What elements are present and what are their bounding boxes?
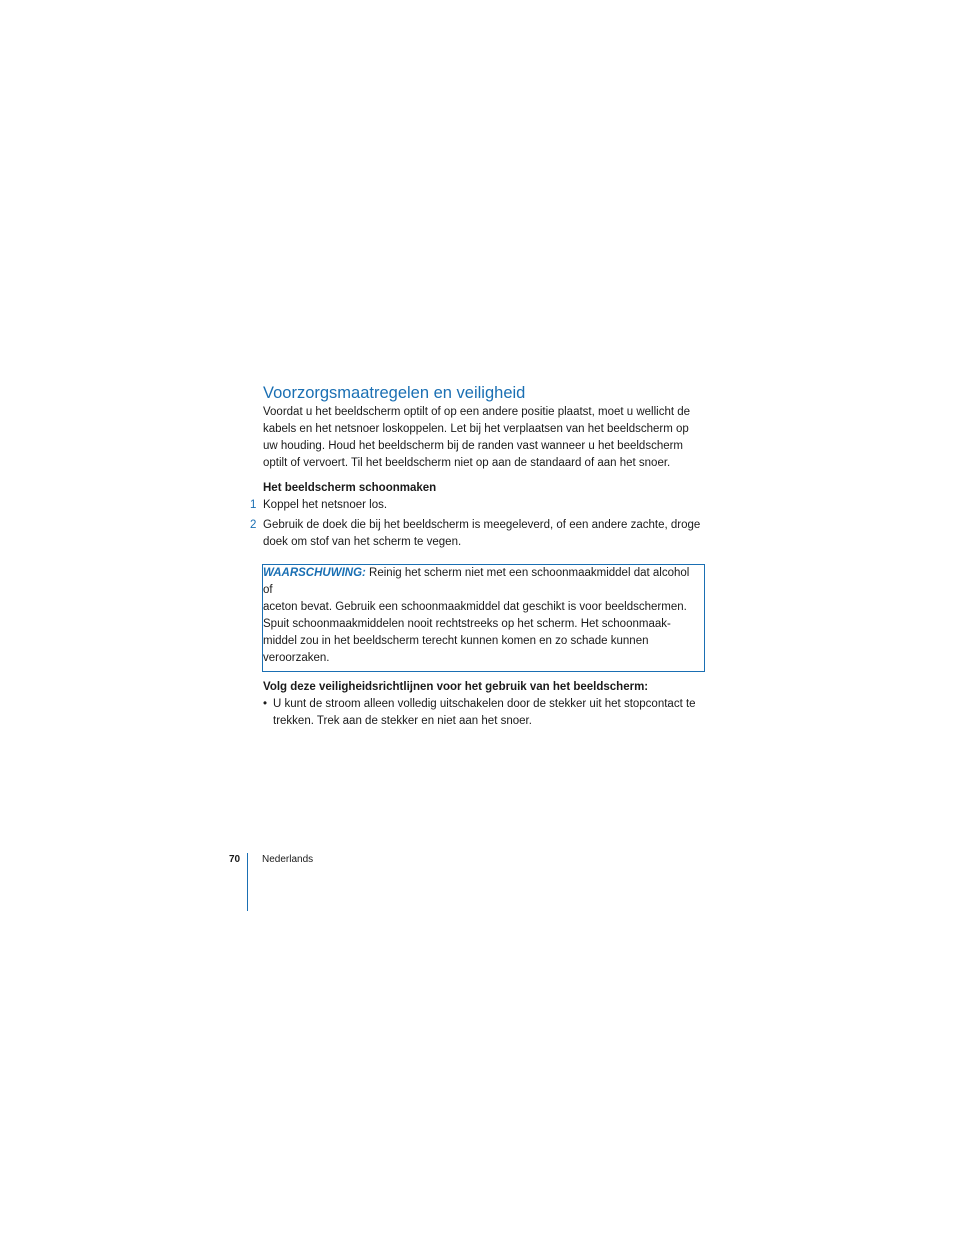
intro-line: optilt of vervoert. Til het beeldscherm niet op aan de standaard of aan het snoer. — [263, 457, 671, 469]
cleaning-heading: Het beeldscherm schoonmaken — [263, 482, 437, 494]
warning-box — [262, 564, 705, 672]
warning-label: WAARSCHUWING: — [263, 567, 366, 579]
footer-divider — [247, 853, 248, 911]
safety-heading: Volg deze veiligheidsrichtlijnen voor het gebruik van het beeldscherm: — [263, 681, 649, 693]
warning-text: Spuit schoonmaakmiddelen nooit rechtstreeks op het scherm. Het schoonmaak- — [263, 618, 671, 630]
step-number: 2 — [250, 519, 257, 531]
step-text: Koppel het netsnoer los. — [263, 499, 388, 511]
warning-text: middel zou in het beeldscherm terecht kunnen komen en zo schade kunnen — [263, 635, 649, 647]
cleaning-steps — [250, 497, 709, 551]
bullet-text: U kunt de stroom alleen volledig uitschakelen door de stekker uit het stopcontact te — [273, 698, 696, 710]
page-number: 70 — [229, 854, 241, 865]
page-content — [250, 382, 709, 730]
step-item — [250, 517, 709, 551]
step-text: doek om stof van het scherm te vegen. — [263, 536, 462, 548]
safety-list — [263, 696, 709, 730]
step-item — [250, 497, 709, 514]
intro-line: uw houding. Houd het beeldscherm bij de randen vast wanneer u het beeldscherm — [263, 440, 684, 452]
footer-language: Nederlands — [262, 854, 314, 865]
intro-paragraph — [263, 404, 709, 472]
intro-line: Voordat u het beeldscherm optilt of op een andere positie plaatst, moet u wellicht de — [263, 406, 691, 418]
bullet-symbol: • — [263, 698, 268, 710]
intro-line: kabels en het netsnoer loskoppelen. Let bij het verplaatsen van het beeldscherm op — [263, 423, 689, 435]
warning-text: veroorzaken. — [263, 652, 330, 664]
step-text: Gebruik de doek die bij het beeldscherm is meegeleverd, of een andere zachte, droge — [263, 519, 701, 531]
warning-text: Reinig het scherm niet met een schoonmaakmiddel dat alcohol of — [263, 567, 690, 596]
warning-text: aceton bevat. Gebruik een schoonmaakmiddel dat geschikt is voor beeldschermen. — [263, 601, 687, 613]
bullet-text: trekken. Trek aan de stekker en niet aan het snoer. — [273, 715, 532, 727]
section-title: Voorzorgsmaatregelen en veiligheid — [263, 384, 526, 402]
bullet-item — [263, 696, 709, 730]
step-number: 1 — [250, 499, 257, 511]
